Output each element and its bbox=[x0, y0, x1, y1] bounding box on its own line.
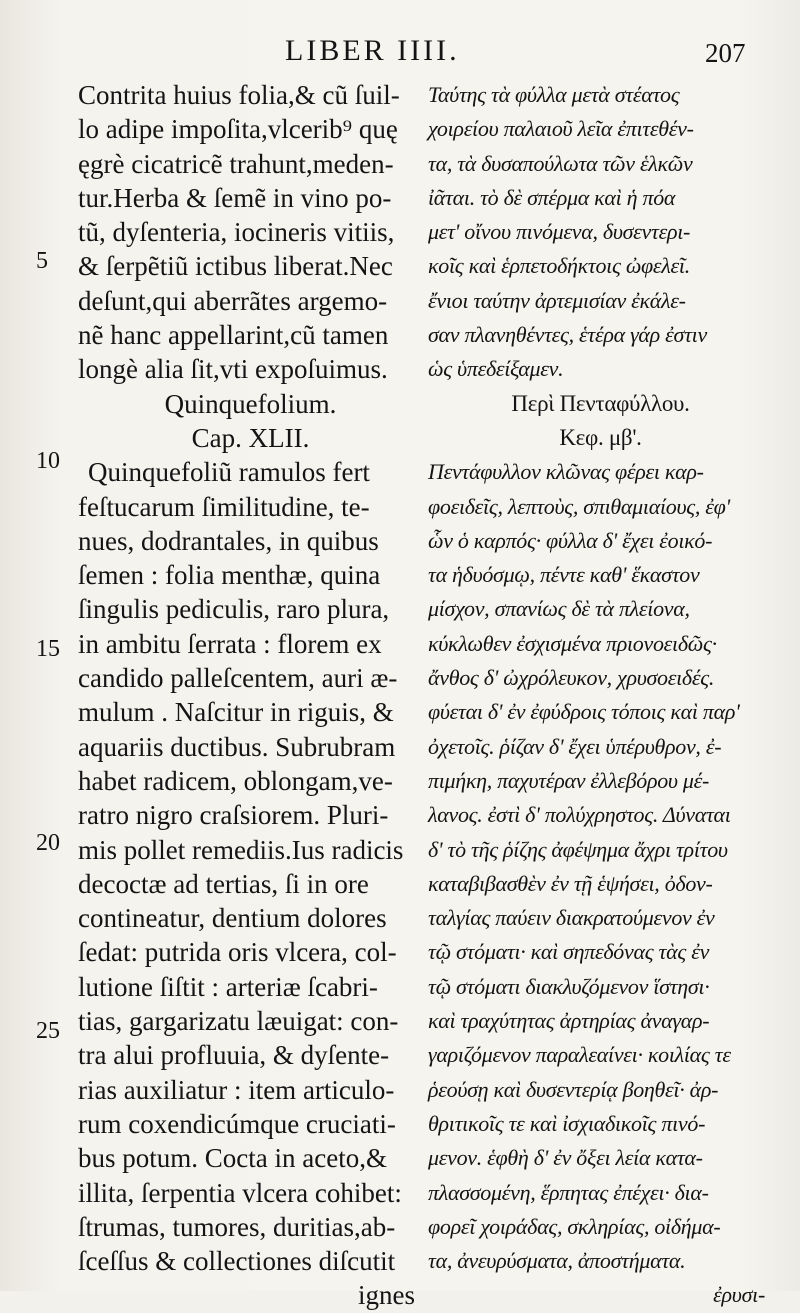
greek-catchword: ἐρυσι- bbox=[713, 1282, 765, 1308]
latin-chapter-number: Cap. XLII. bbox=[191, 422, 310, 453]
latin-line: & ſerpẽtiũ ictibus liberat.Nec bbox=[78, 251, 393, 282]
latin-line: ſemen : folia menthæ, quina bbox=[78, 560, 381, 591]
greek-line: Πεντάφυλλον κλῶνας φέρει καρ- bbox=[428, 459, 704, 485]
latin-line: lutione ſiſtit : arteriæ ſcabri- bbox=[78, 971, 378, 1002]
latin-line: ſtrumas, tumores, duritias,ab- bbox=[78, 1211, 396, 1242]
greek-line: σαν πλανηθέντες, ἑτέρα γάρ ἐστιν bbox=[428, 322, 707, 348]
latin-line: longè alia ſit,vti expoſuimus. bbox=[78, 354, 388, 385]
latin-line: Contrita huius folia,& cũ ſuil- bbox=[78, 80, 400, 110]
greek-line: ἰᾶται. τὸ δὲ σπέρμα καὶ ἡ πόα bbox=[428, 184, 676, 210]
latin-line: mulum . Naſcitur in riguis, & bbox=[78, 697, 394, 728]
greek-line: μετ' οἴνου πινόμενα, δυσεντερι- bbox=[428, 219, 691, 245]
latin-line: feſtucarum ſimilitudine, te- bbox=[78, 491, 370, 522]
greek-line: τα, τὰ δυσαπούλωτα τῶν ἑλκῶν bbox=[428, 150, 693, 176]
greek-line: θριτικοῖς τε καὶ ἰσχιαδικοῖς πινό- bbox=[428, 1110, 706, 1136]
greek-line: μίσχον, σπανίως δὲ τὰ πλείονα, bbox=[428, 596, 690, 622]
greek-line: γαριζόμενον παραλεαίνει· κοιλίας τε bbox=[428, 1042, 731, 1068]
greek-line: τα ἡδυόσμῳ, πέντε καθ' ἕκαστον bbox=[428, 562, 700, 588]
greek-line: φοειδεῖς, λεπτοὺς, σπιθαμιαίους, ἐφ' bbox=[428, 493, 730, 519]
latin-line: bus potum. Cocta in aceto,& bbox=[78, 1143, 387, 1174]
greek-line: ἔνιοι ταύτην ἀρτεμισίαν ἐκάλε- bbox=[428, 287, 686, 313]
line-number-5: 5 bbox=[36, 248, 48, 274]
latin-line: ſingulis pediculis, raro plura, bbox=[78, 594, 390, 625]
latin-line: aquariis ductibus. Subrubram bbox=[78, 731, 396, 762]
running-title: LIBER IIII. bbox=[285, 34, 460, 67]
greek-line: λανος. ἐστὶ δ' πολύχρηστος. Δύναται bbox=[428, 802, 731, 828]
latin-line: habet radicem, oblongam,ve- bbox=[78, 765, 393, 796]
greek-chapter-number: Κεφ. μβ'. bbox=[559, 424, 642, 450]
greek-line: χοιρείου παλαιοῦ λεῖα ἐπιτεθέν- bbox=[428, 116, 694, 142]
latin-line: nẽ hanc appellarint,cũ tamen bbox=[78, 320, 389, 351]
greek-line: ὡς ὑπεδείξαμεν. bbox=[428, 356, 564, 382]
line-number-10: 10 bbox=[36, 448, 60, 474]
latin-line: decoctæ ad tertias, ſi in ore bbox=[78, 868, 369, 899]
greek-line: πλασσομένη, ἕρπητας ἐπέχει· δια- bbox=[428, 1179, 709, 1205]
latin-line: tra alui profluuia, & dyſente- bbox=[78, 1040, 390, 1071]
latin-line: illita, ſerpentia vlcera cohibet: bbox=[78, 1177, 402, 1208]
latin-column bbox=[78, 78, 423, 1313]
latin-chapter-title: Quinquefolium. bbox=[164, 388, 337, 419]
greek-line: τα, ἀνευρύσματα, ἀποστήματα. bbox=[428, 1248, 686, 1274]
greek-line: φορεῖ χοιράδας, σκληρίας, οἰδήμα- bbox=[428, 1213, 721, 1239]
latin-line: tũ, dyſenteria, iocineris vitiis, bbox=[78, 217, 395, 248]
greek-line: ὀχετοῖς. ῥίζαν δ' ἔχει ὑπέρυθρον, ἐ- bbox=[428, 733, 722, 759]
greek-line: δ' τὸ τῆς ῥίζης ἀφέψημα ἄχρι τρίτου bbox=[428, 836, 728, 862]
line-number-25: 25 bbox=[36, 1018, 60, 1044]
greek-column bbox=[428, 78, 773, 1313]
greek-chapter-title: Περὶ Πενταφύλλου. bbox=[511, 390, 690, 416]
latin-line: contineatur, dentium dolores bbox=[78, 903, 387, 934]
latin-line: mis pollet remediis.Ius radicis bbox=[78, 834, 404, 865]
greek-line: κοῖς καὶ ἑρπετοδήκτοις ὠφελεῖ. bbox=[428, 253, 690, 279]
latin-line: rias auxiliatur : item articulo- bbox=[78, 1074, 395, 1105]
page-number: 207 bbox=[705, 38, 746, 68]
greek-line: φύεται δ' ἐν ἐφύδροις τόποις καὶ παρ' bbox=[428, 699, 740, 725]
latin-line: candido palleſcentem, auri æ- bbox=[78, 663, 398, 694]
latin-line: ſceſſus & collectiones diſcutit bbox=[78, 1246, 396, 1277]
latin-line: rum coxendicúmque cruciati- bbox=[78, 1108, 396, 1139]
greek-line: κύκλωθεν ἐσχισμένα πριονοειδῶς· bbox=[428, 630, 717, 656]
greek-line: ὧν ὁ καρπός· φύλλα δ' ἔχει ἐοικό- bbox=[428, 527, 713, 553]
latin-line: lo adipe impoſita,vlcerib⁹ quę bbox=[78, 114, 398, 145]
latin-line: tur.Herba & ſemẽ in vino po- bbox=[78, 182, 392, 213]
greek-line: τῷ στόματι· καὶ σηπεδόνας τὰς ἐν bbox=[428, 939, 710, 965]
greek-line: μενον. ἑφθὴ δ' ἐν ὄξει λεία κατα- bbox=[428, 1145, 703, 1171]
greek-line: πιμήκη, παχυτέραν ἐλλεβόρου μέ- bbox=[428, 767, 710, 793]
latin-line: ratro nigro craſsiorem. Pluri- bbox=[78, 800, 389, 831]
latin-line: deſunt,qui aberrãtes argemo- bbox=[78, 285, 388, 316]
latin-line: tias, gargarizatu læuigat: con- bbox=[78, 1006, 399, 1037]
line-number-20: 20 bbox=[36, 830, 60, 856]
greek-line: τῷ στόματι διακλυζόμενον ἵστησι· bbox=[428, 973, 710, 999]
greek-line: καὶ τραχύτητας ἀρτηρίας ἀναγαρ- bbox=[428, 1008, 710, 1034]
line-number-15: 15 bbox=[36, 636, 60, 662]
latin-line: in ambitu ſerrata : florem ex bbox=[78, 628, 382, 659]
greek-line: ῥεούσῃ καὶ δυσεντερίᾳ βοηθεῖ· ἀρ- bbox=[428, 1076, 719, 1102]
latin-line: ęgrè cicatricẽ trahunt,meden- bbox=[78, 148, 394, 179]
greek-line: ταλγίας παύειν διακρατούμενον ἐν bbox=[428, 905, 715, 931]
latin-line: ſedat: putrida oris vlcera, col- bbox=[78, 937, 397, 968]
greek-line: Ταύτης τὰ φύλλα μετὰ στέατος bbox=[428, 82, 680, 107]
greek-line: καταβιβασθὲν ἐν τῇ ἑψήσει, ὀδον- bbox=[428, 870, 713, 896]
latin-catchword: ignes bbox=[358, 1280, 415, 1311]
latin-line: nues, dodrantales, in quibus bbox=[78, 525, 379, 556]
running-head bbox=[0, 28, 800, 78]
greek-line: ἄνθος δ' ὠχρόλευκον, χρυσοειδές. bbox=[428, 665, 715, 691]
latin-line: Quinquefoliũ ramulos fert bbox=[88, 457, 370, 488]
